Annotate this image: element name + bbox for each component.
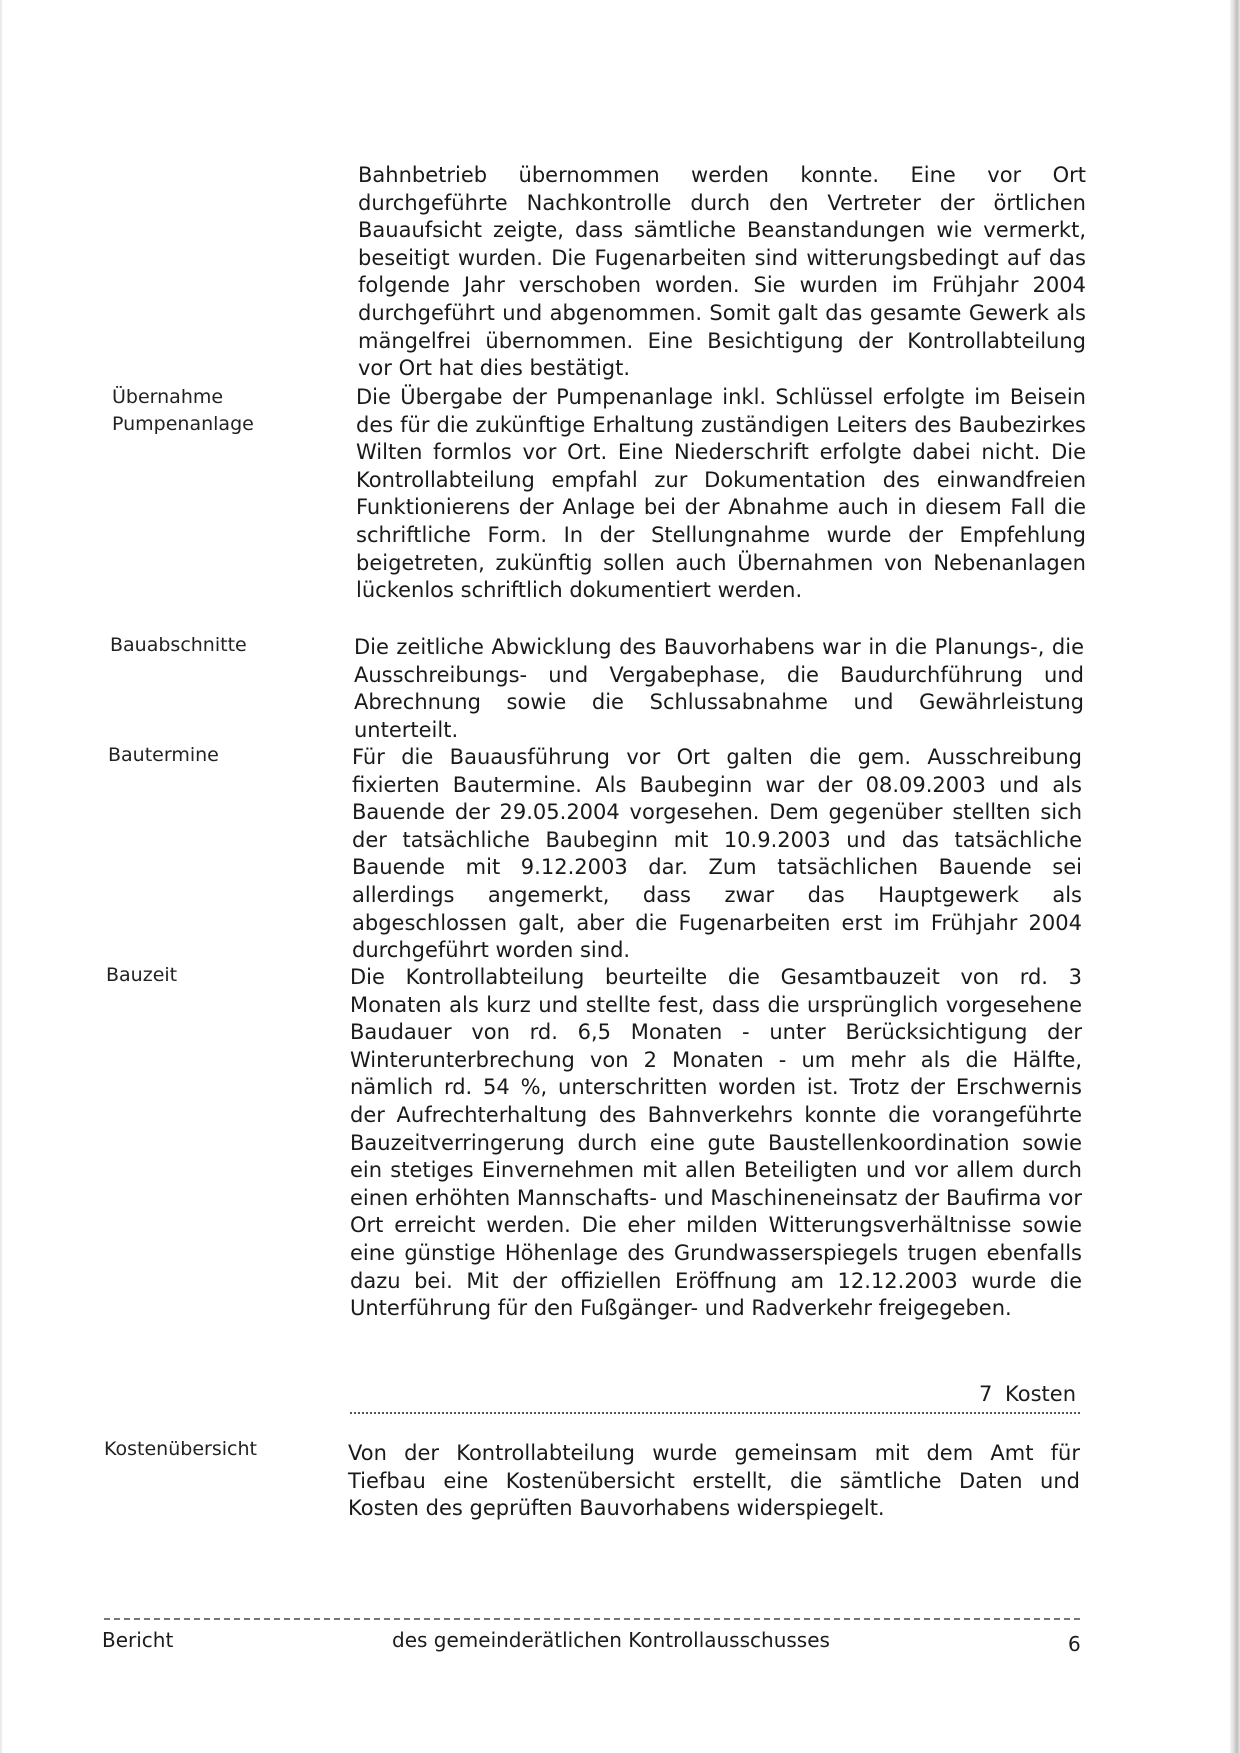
scan-edge-right [1230,0,1240,1753]
paragraph-bauabschnitte: Die zeitliche Abwicklung des Bauvorhabens war in die Planungs-, die Ausschreibungs- und Vergabephase, die Baudurchführung und Abrechnung sowie die Schlussabnahme und Gewährleistung unterteilt. [354,635,1084,742]
margin-label-bautermine: Bautermine [108,744,219,766]
footer-page-number: 6 [1068,1632,1081,1656]
section-heading-text: 7 Kosten [978,1382,1076,1406]
margin-label-pumpenanlage: Übernahme Pumpenanlage [112,386,254,435]
paragraph-bauzeit: Die Kontrollabteilung beurteilte die Gesamtbauzeit von rd. 3 Monaten als kurz und stellte fest, dass die ursprünglich vorgesehene Baudauer von rd. 6,5 Monaten - unter Berücksichtigung der Winterunterbrechung von 2 Monaten - um mehr als die Hälfte, nämlich rd. 54 %, unterschritten worden ist. Trotz der Erschwernis der Aufrechterhaltung des Bahnverkehrs konnte die vorangeführte Bauzeitverringerung durch eine gute Baustellenkoordination sowie ein stetiges Einvernehmen mit allen Beteiligten und vor allem durch einen erhöhten Mannschafts- und Maschineneinsatz der Baufirma vor Ort erreicht werden. Die eher milden Witterungsverhältnisse sowie eine günstige Höhenlage des Grundwasserspiegels trugen ebenfalls dazu bei. Mit der offiziellen Eröffnung am 12.12.2003 wurde die Unterführung für den Fußgänger- und Radverkehr freigegeben. [350,965,1082,1321]
margin-label-kostenuebersicht: Kostenübersicht [104,1438,257,1460]
footer-committee-name: des gemeinderätlichen Kontrollausschusses [392,1628,830,1652]
paragraph-bautermine: Für die Bauausführung vor Ort galten die gem. Ausschreibung fixierten Bautermine. Als Baubeginn war der 08.09.2003 und als Bauende der 29.05.2004 vorgesehen. Dem gegenüber stellten sich der tatsächliche Baubeginn mit 10.9.2003 und das tatsächliche Bauende mit 9.12.2003 dar. Zum tatsächlichen Bauende sei allerdings angemerkt, dass zwar das Hauptgewerk als abgeschlossen galt, aber die Fugenarbeiten erst im Frühjahr 2004 durchgeführt worden sind. [352,745,1082,963]
paragraph-pumpenanlage: Die Übergabe der Pumpenanlage inkl. Schlüssel erfolgte im Beisein des für die zukünftige Erhaltung zuständigen Leiters des Baubezirkes Wilten formlos vor Ort. Eine Niederschrift erfolgte dabei nicht. Die Kontrollabteilung empfahl zur Dokumentation des einwandfreien Funktionierens der Anlage bei der Abnahme auch in diesem Fall die schriftliche Form. In der Stellungnahme wurde der Empfehlung beigetreten, zukünftig sollen auch Übernahmen von Nebenanlagen lückenlos schriftlich dokumentiert werden. [356,385,1086,603]
footer-divider [104,1618,1080,1620]
scan-edge-left [0,0,3,1753]
paragraph-continuation: Bahnbetrieb übernommen werden konnte. Eine vor Ort durchgeführte Nachkontrolle durch den Vertreter der örtlichen Bauaufsicht zeigte, dass sämtliche Beanstandungen wie vermerkt, beseitigt wurden. Die Fugenarbeiten sind witterungsbedingt auf das folgende Jahr verschoben worden. Sie wurden im Frühjahr 2004 durchgeführt und abgenommen. Somit galt das gesamte Gewerk als mängelfrei übernommen. Eine Besichtigung der Kontrollabteilung vor Ort hat dies bestätigt. [358,163,1086,381]
margin-label-bauabschnitte: Bauabschnitte [110,634,247,656]
paragraph-kostenuebersicht: Von der Kontrollabteilung wurde gemeinsam mit dem Amt für Tiefbau eine Kostenübersicht erstellt, die sämtliche Daten und Kosten des geprüften Bauvorhabens widerspiegelt. [348,1441,1080,1521]
footer-report-label: Bericht [102,1628,174,1652]
section-heading-kosten [350,1378,1080,1414]
margin-label-bauzeit: Bauzeit [106,964,178,986]
